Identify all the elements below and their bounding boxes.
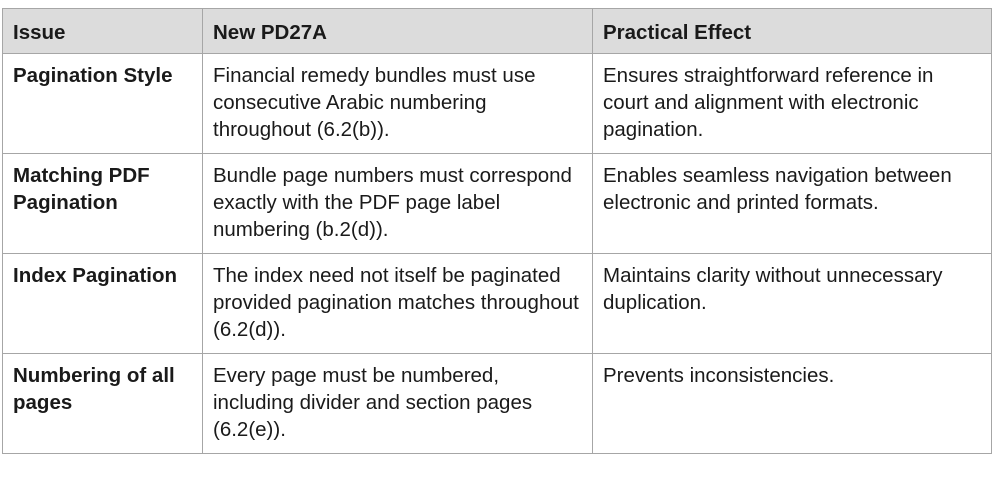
table-body [3,54,992,454]
header-new-pd27a: New PD27A [203,9,593,54]
new-pd27a-cell: Every page must be numbered, including divider and section pages (6.2(e)). [203,354,593,454]
practical-effect-cell: Maintains clarity without unnecessary duplication. [593,254,992,354]
new-pd27a-cell: Financial remedy bundles must use consecutive Arabic numbering throughout (6.2(b)). [203,54,593,154]
new-pd27a-cell: Bundle page numbers must correspond exactly with the PDF page label numbering (b.2(d)). [203,154,593,254]
table-header [3,9,992,54]
pd27a-comparison-table [2,8,992,454]
table-row [3,254,992,354]
issue-cell: Index Pagination [3,254,203,354]
table-row [3,54,992,154]
new-pd27a-cell: The index need not itself be paginated provided pagination matches throughout (6.2(d)). [203,254,593,354]
issue-cell: Numbering of all pages [3,354,203,454]
header-issue: Issue [3,9,203,54]
issue-cell: Pagination Style [3,54,203,154]
practical-effect-cell: Prevents inconsistencies. [593,354,992,454]
table-row [3,354,992,454]
issue-cell: Matching PDF Pagination [3,154,203,254]
header-practical-effect: Practical Effect [593,9,992,54]
header-row [3,9,992,54]
table-row [3,154,992,254]
practical-effect-cell: Ensures straightforward reference in court and alignment with electronic pagination. [593,54,992,154]
practical-effect-cell: Enables seamless navigation between electronic and printed formats. [593,154,992,254]
